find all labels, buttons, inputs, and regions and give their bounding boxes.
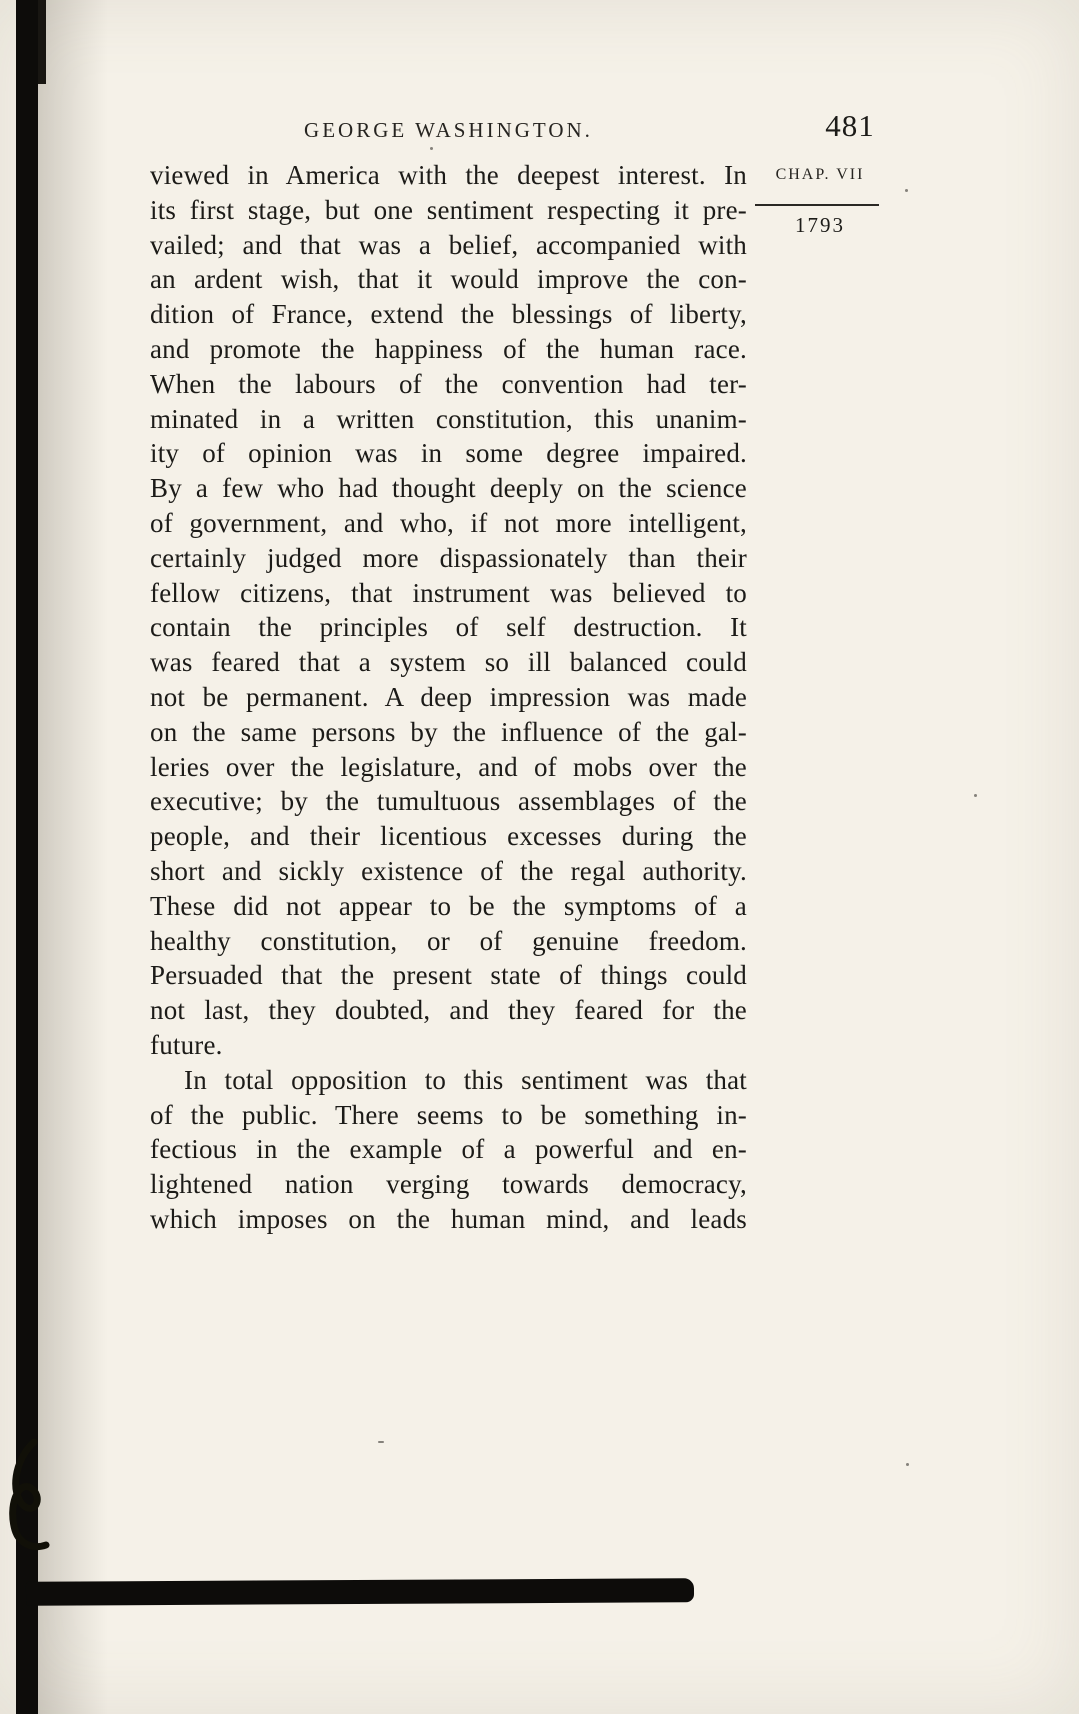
body-line: fellow citizens, that instrument was believed to xyxy=(150,577,747,608)
body-line: dition of France, extend the blessings of liberty, xyxy=(150,299,747,330)
body-line: When the labours of the convention had ter- xyxy=(150,368,747,399)
margin-chapter-label: CHAP. VII xyxy=(775,166,865,183)
body-text xyxy=(150,158,747,1237)
body-line: lightened nation verging towards democracy, xyxy=(150,1169,747,1200)
body-line: of government, and who, if not more intelligent, xyxy=(150,507,747,538)
body-line: future. xyxy=(150,1029,223,1060)
body-line: Persuaded that the present state of things could xyxy=(150,960,747,991)
binding-edge-top xyxy=(16,0,46,84)
scan-speckle xyxy=(378,1441,384,1443)
body-line: minated in a written constitution, this unanim- xyxy=(150,403,747,434)
body-line: vailed; and that was a belief, accompanied with xyxy=(150,229,747,260)
body-line: certainly judged more dispassionately than their xyxy=(150,542,747,573)
handwritten-scribble xyxy=(2,1436,54,1554)
body-line: an ardent wish, that it would improve the con- xyxy=(150,264,747,295)
body-line: of the public. There seems to be something in- xyxy=(150,1099,747,1130)
body-line: contain the principles of self destruction. It xyxy=(150,612,747,643)
body-line: was feared that a system so ill balanced could xyxy=(150,647,747,678)
body-line: and promote the happiness of the human race. xyxy=(150,333,747,364)
body-line: executive; by the tumultuous assemblages of the xyxy=(150,786,747,817)
body-line: healthy constitution, or of genuine freedom. xyxy=(150,925,747,956)
body-line: fectious in the example of a powerful and en- xyxy=(150,1134,747,1165)
body-line: short and sickly existence of the regal authority. xyxy=(150,855,747,886)
body-line: ity of opinion was in some degree impaired. xyxy=(150,438,747,469)
running-head-title: GEORGE WASHINGTON. xyxy=(304,118,593,142)
body-line: viewed in America with the deepest interest. In xyxy=(150,160,747,190)
body-line: on the same persons by the influence of the gal- xyxy=(150,716,747,747)
body-line: By a few who had thought deeply on the science xyxy=(150,473,747,504)
body-line: people, and their licentious excesses during the xyxy=(150,821,747,852)
body-line: In total opposition to this sentiment was that xyxy=(184,1064,747,1095)
body-line: not last, they doubted, and they feared for the xyxy=(150,995,747,1026)
scan-speckle xyxy=(430,147,433,150)
body-line: These did not appear to be the symptoms of a xyxy=(150,890,747,921)
margin-year-label: 1793 xyxy=(795,213,845,237)
page-number: 481 xyxy=(825,108,875,143)
body-line: its first stage, but one sentiment respecting it pre- xyxy=(150,194,747,225)
scan-speckle xyxy=(974,794,977,797)
body-line: not be permanent. A deep impression was made xyxy=(150,681,747,712)
scan-speckle xyxy=(905,189,908,192)
scan-bottom-bar xyxy=(26,1578,694,1605)
body-line: leries over the legislature, and of mobs over the xyxy=(150,751,747,782)
margin-rule xyxy=(755,204,879,206)
body-line: which imposes on the human mind, and leads xyxy=(150,1203,747,1234)
scan-speckle xyxy=(906,1463,909,1466)
